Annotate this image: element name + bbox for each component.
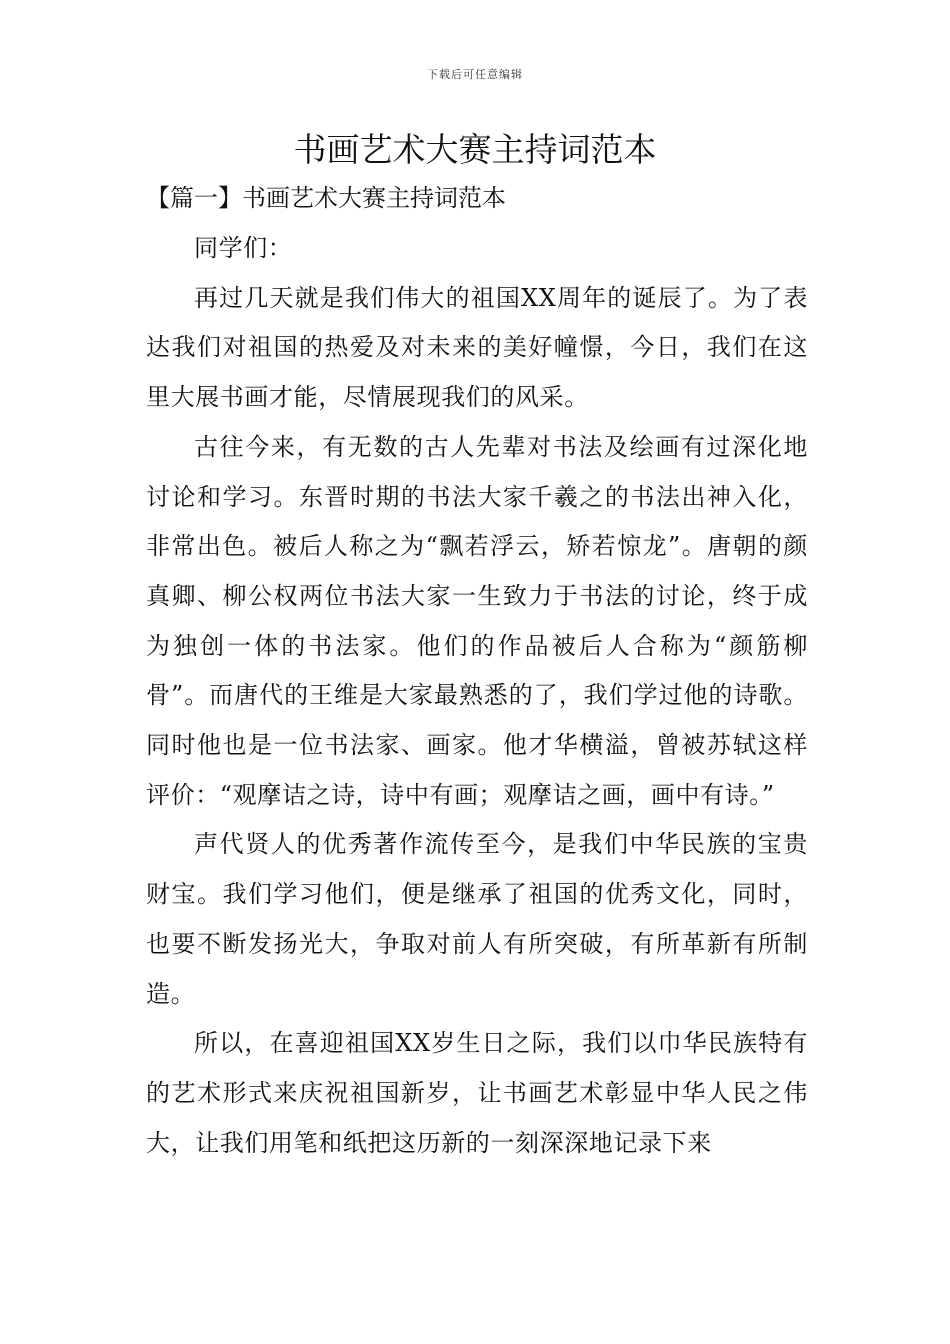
section-heading: 【篇一】书画艺术大赛主持词范本	[146, 184, 506, 212]
body-text	[146, 224, 808, 1168]
paragraph: 再过几天就是我们伟大的祖国XX周年的诞辰了。为了表达我们对祖国的热爱及对未来的美好幢憬，今日，我们在这里大展书画才能，尽情展现我们的风采。	[146, 283, 808, 412]
document-title: 书画艺术大赛主持词范本	[293, 130, 657, 169]
paragraph: 声代贤人的优秀著作流传至今，是我们中华民族的宝贵财宝。我们学习他们，便是继承了祖国的优秀文化，同时，也要不断发扬光大，争取对前人有所突破，有所革新有所制造。	[146, 830, 808, 1008]
header-note: 下载后可任意编辑	[427, 68, 523, 81]
paragraph: 古往今来，有无数的古人先辈对书法及绘画有过深化地讨论和学习。东晋时期的书法大家千羲之的书法出神入化，非常出色。被后人称之为“飘若浮云，矫若惊龙”。唐朝的颜真卿、柳公权两位书法大家一生致力于书法的讨论，终于成为独创一体的书法家。他们的作品被后人合称为“颜筋柳骨”。而唐代的王维是大家最熟悉的了，我们学过他的诗歌。同时他也是一位书法家、画家。他才华横溢，曾被苏轼这样评价：“观摩诘之诗，诗中有画；观摩诘之画，画中有诗。”	[146, 432, 808, 809]
paragraph-greeting: 同学们：	[194, 234, 293, 262]
paragraph: 所以，在喜迎祖国XX岁生日之际，我们以巾华民族特有的艺术形式来庆祝祖国新岁，让书画艺术彰显中华人民之伟大，让我们用笔和纸把这历新的一刻深深地记录下来	[146, 1029, 808, 1157]
